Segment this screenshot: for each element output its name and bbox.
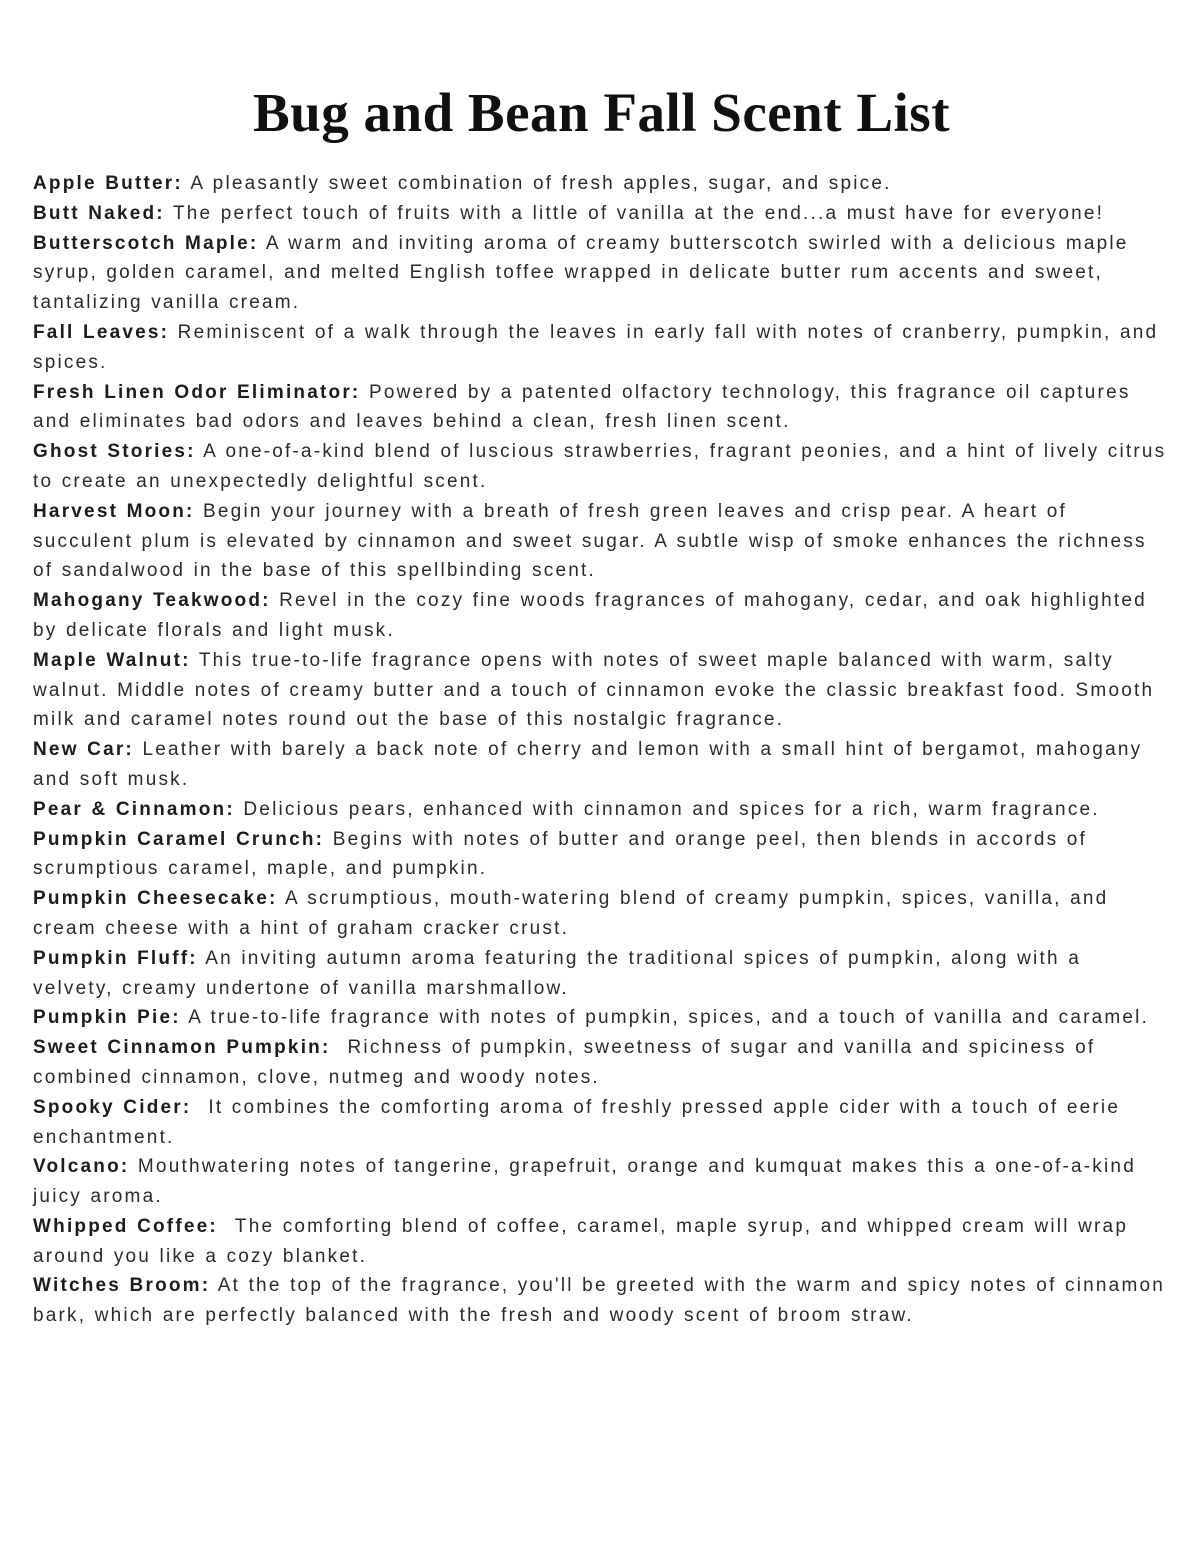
scent-entry	[33, 795, 1170, 825]
scent-entry	[33, 825, 1170, 885]
scent-name: Fall Leaves:	[33, 321, 170, 343]
scent-name: Mahogany Teakwood:	[33, 590, 271, 612]
scent-name: Pumpkin Fluff:	[33, 947, 198, 969]
scent-description: Reminiscent of a walk through the leaves in early fall with notes of cranberry, pumpkin, and spices.	[33, 321, 1159, 373]
scent-description: This true-to-life fragrance opens with notes of sweet maple balanced with warm, salty walnut. Middle notes of creamy butter and a touch of cinnamon evoke the classic breakfast food. Smooth milk and caramel notes round out the base of this nostalgic fragrance.	[33, 649, 1155, 731]
scent-name: Spooky Cider:	[33, 1096, 192, 1118]
page-title: Bug and Bean Fall Scent List	[252, 82, 951, 143]
scent-description: A scrumptious, mouth-watering blend of creamy pumpkin, spices, vanilla, and cream cheese with a hint of graham cracker crust.	[33, 888, 1109, 939]
scent-name: Ghost Stories:	[33, 441, 196, 463]
scent-description: It combines the comforting aroma of freshly pressed apple cider with a touch of eerie enchantment.	[33, 1096, 1121, 1148]
scent-description: The perfect touch of fruits with a little of vanilla at the end...a must have for everyone!	[172, 202, 1105, 224]
scent-description: A pleasantly sweet combination of fresh apples, sugar, and spice.	[190, 173, 892, 194]
scent-name: Maple Walnut:	[33, 649, 191, 671]
scent-description: Begin your journey with a breath of fresh green leaves and crisp pear. A heart of succulent plum is elevated by cinnamon and sweet sugar. A subtle wisp of smoke enhances the richness of sandalwood in the base of this spellbinding scent.	[33, 500, 1147, 582]
scent-entry	[33, 586, 1170, 646]
scent-entry	[33, 199, 1170, 229]
scent-name: Pumpkin Cheesecake:	[33, 888, 278, 910]
scent-description: At the top of the fragrance, you'll be greeted with the warm and spicy notes of cinnamon bark, which are perfectly balanced with the fresh and woody scent of broom straw.	[33, 1275, 1166, 1327]
scent-entry	[33, 497, 1170, 586]
scent-entry	[33, 735, 1170, 795]
scent-description: A warm and inviting aroma of creamy butterscotch swirled with a delicious maple syrup, golden caramel, and melted English toffee wrapped in delicate butter rum accents and sweet, tantalizing vanilla cream.	[33, 232, 1129, 314]
scent-list	[33, 169, 1170, 1331]
scent-entry	[33, 944, 1170, 1004]
scent-entry	[33, 318, 1170, 378]
scent-description: Revel in the cozy fine woods fragrances of mahogany, cedar, and oak highlighted by delicate florals and light musk.	[33, 590, 1147, 641]
scent-description: Begins with notes of butter and orange peel, then blends in accords of scrumptious caramel, maple, and pumpkin.	[33, 828, 1088, 880]
scent-description: A true-to-life fragrance with notes of pumpkin, spices, and a touch of vanilla and caramel.	[188, 1007, 1150, 1029]
scent-entry	[33, 1033, 1170, 1093]
scent-entry	[33, 1152, 1170, 1212]
scent-name: Harvest Moon:	[33, 500, 195, 522]
scent-name: Butterscotch Maple:	[33, 232, 259, 254]
scent-name: Volcano:	[33, 1156, 130, 1178]
scent-name: Pumpkin Pie:	[33, 1007, 181, 1029]
scent-name: Fresh Linen Odor Eliminator:	[33, 381, 361, 403]
scent-description: Mouthwatering notes of tangerine, grapefruit, orange and kumquat makes this a one-of-a-kind juicy aroma.	[33, 1156, 1136, 1208]
scent-entry	[33, 437, 1170, 497]
scent-name: Witches Broom:	[33, 1275, 211, 1297]
scent-description: Delicious pears, enhanced with cinnamon and spices for a rich, warm fragrance.	[243, 798, 1100, 820]
scent-name: Pumpkin Caramel Crunch:	[33, 828, 325, 850]
scent-description: A one-of-a-kind blend of luscious strawberries, fragrant peonies, and a hint of lively citrus to create an unexpectedly delightful scent.	[33, 441, 1167, 492]
scent-name: Apple Butter:	[33, 173, 183, 194]
scent-name: Whipped Coffee:	[33, 1215, 218, 1237]
scent-name: Butt Naked:	[33, 202, 165, 224]
scent-description: Leather with barely a back note of cherry and lemon with a small hint of bergamot, mahogany and soft musk.	[33, 739, 1143, 790]
scent-name: Pear & Cinnamon:	[33, 798, 235, 820]
scent-name: New Car:	[33, 739, 134, 761]
scent-entry	[33, 1093, 1170, 1153]
scent-entry	[33, 646, 1170, 735]
scent-entry	[33, 1271, 1170, 1331]
scent-description: An inviting autumn aroma featuring the traditional spices of pumpkin, along with a velvety, creamy undertone of vanilla marshmallow.	[33, 947, 1081, 999]
scent-entry	[33, 229, 1170, 318]
scent-entry	[33, 1003, 1170, 1033]
scent-entry	[33, 1212, 1170, 1272]
scent-description: Richness of pumpkin, sweetness of sugar and vanilla and spiciness of combined cinnamon, clove, nutmeg and woody notes.	[33, 1037, 1096, 1088]
scent-name: Sweet Cinnamon Pumpkin:	[33, 1037, 331, 1059]
scent-description: Powered by a patented olfactory technology, this fragrance oil captures and eliminates bad odors and leaves behind a clean, fresh linen scent.	[33, 381, 1131, 433]
scent-entry	[33, 169, 1170, 199]
scent-description: The comforting blend of coffee, caramel, maple syrup, and whipped cream will wrap around you like a cozy blanket.	[33, 1215, 1129, 1267]
scent-entry	[33, 884, 1170, 944]
scent-entry	[33, 378, 1170, 438]
